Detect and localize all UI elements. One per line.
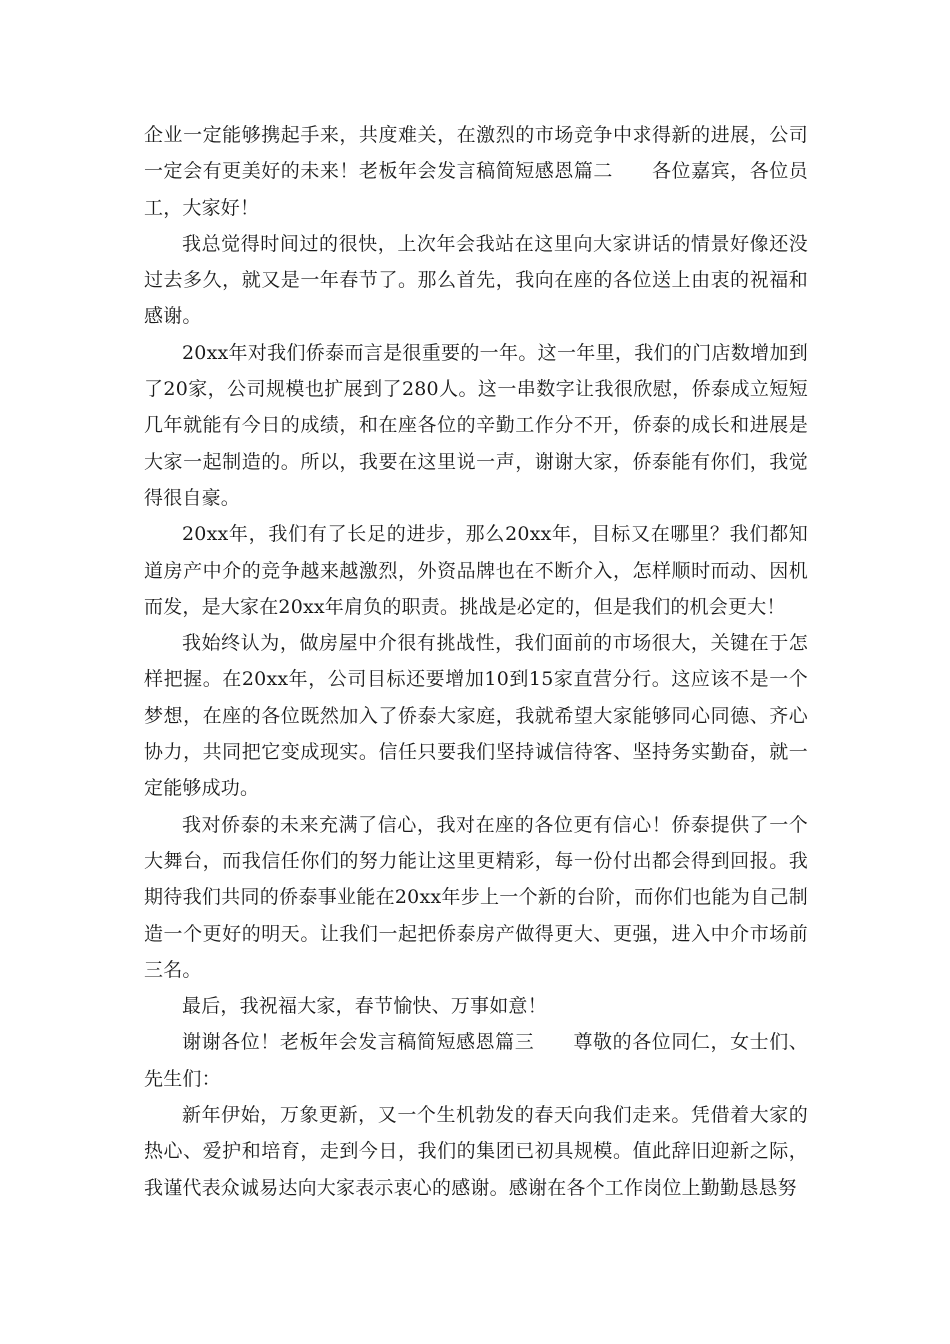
paragraph: 企业一定能够携起手来，共度难关，在激烈的市场竞争中求得新的进展，公司一定会有更美好的未来！老板年会发言稿简短感恩篇二 各位嘉宾，各位员工，大家好！ <box>144 124 808 219</box>
paragraph: 我总觉得时间过的很快，上次年会我站在这里向大家讲话的情景好像还没过去多久，就又是一年春节了。那么首先，我向在座的各位送上由衷的祝福和感谢。 <box>144 232 808 328</box>
paragraph: 我始终认为，做房屋中介很有挑战性，我们面前的市场很大，关键在于怎样把握。在20xx年，公司目标还要增加10到15家直营分行。这应该不是一个梦想，在座的各位既然加入了侨泰大家庭，我就希望大家能够同心同德、齐心协力，共同把它变成现实。信任只要我们坚持诚信待客、坚持务实勤奋，就一定能够成功。 <box>144 632 808 800</box>
paragraph: 20xx年对我们侨泰而言是很重要的一年。这一年里，我们的门店数增加到了20家，公司规模也扩展到了280人。这一串数字让我很欣慰，侨泰成立短短几年就能有今日的成绩，和在座各位的辛勤工作分不开，侨泰的成长和进展是大家一起制造的。所以，我要在这里说一声，谢谢大家，侨泰能有你们，我觉得很自豪。 <box>144 341 808 509</box>
paragraph: 谢谢各位！老板年会发言稿简短感恩篇三 尊敬的各位同仁，女士们、先生们： <box>144 1031 808 1090</box>
paragraph: 20xx年，我们有了长足的进步，那么20xx年，目标又在哪里？我们都知道房产中介的竞争越来越激烈，外资品牌也在不断介入，怎样顺时而动、因机而发，是大家在20xx年肩负的职责。挑战是必定的，但是我们的机会更大！ <box>144 523 808 618</box>
paragraph: 我对侨泰的未来充满了信心，我对在座的各位更有信心！侨泰提供了一个大舞台，而我信任你们的努力能让这里更精彩，每一份付出都会得到回报。我期待我们共同的侨泰事业能在20xx年步上一个新的台阶，而你们也能为自己制造一个更好的明天。让我们一起把侨泰房产做得更大、更强，进入中介市场前三名。 <box>144 813 808 981</box>
document-body <box>144 117 808 1206</box>
paragraph: 最后，我祝福大家，春节愉快、万事如意！ <box>182 995 547 1018</box>
paragraph: 新年伊始，万象更新，又一个生机勃发的春天向我们走来。凭借着大家的热心、爱护和培育，走到今日，我们的集团已初具规模。值此辞旧迎新之际，我谨代表众诚易达向大家表示衷心的感谢。感谢在各个工作岗位上勤勤恳恳努 <box>144 1104 808 1199</box>
